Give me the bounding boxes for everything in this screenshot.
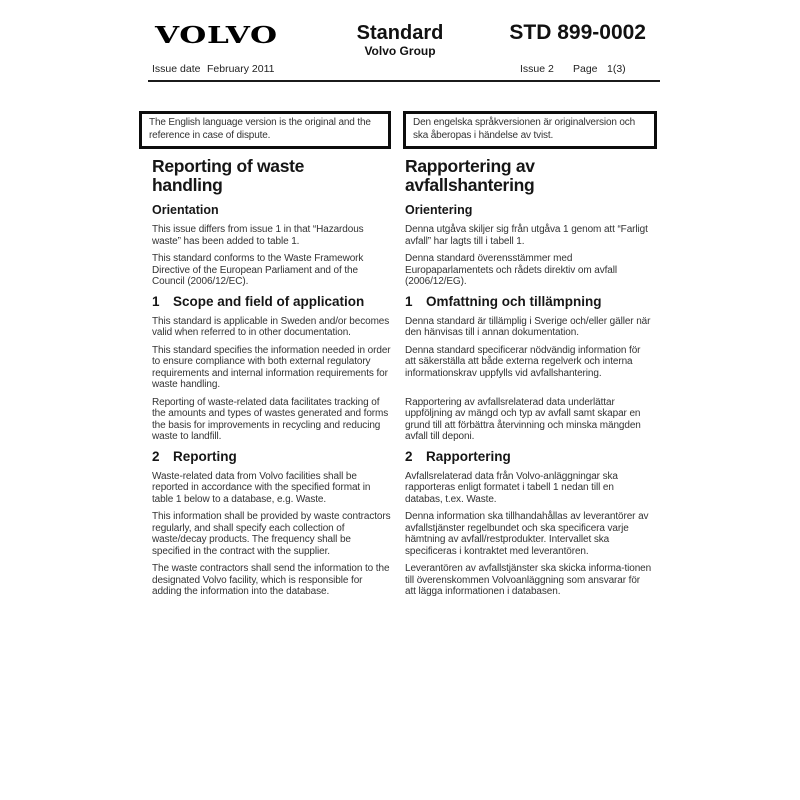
section-heading-text: Rapportering [426,448,511,464]
orientation-heading-row [152,203,653,218]
paragraph-row [152,345,653,391]
paragraph-en: This standard is applicable in Sweden and/or becomes valid when referred to in other documentation. [152,315,390,338]
heading-orientation-en: Orientation [152,203,219,217]
heading-scope-en [152,294,392,310]
paragraph-en: This standard specifies the information needed in order to ensure compliance with both external regulatory requirements and internal information requirements for waste handling. [152,344,391,390]
disclaimer-box-sv: Den engelska språkversionen är originalversion och ska åberopas i händelse av tvist. [403,111,657,149]
paragraph-en: This issue differs from issue 1 in that “Hazardous waste” has been added to table 1. [152,224,364,247]
paragraph-en: Reporting of waste-related data facilitates tracking of the amounts and types of wastes generated and forms the basis for improvements in recycling and reducing waste to landfill. [152,396,389,442]
paragraph-row [152,397,653,443]
paragraph-sv: Avfallsrelaterad data från Volvo-anläggningar ska rapporteras enligt formatet i tabell 1 nedan till en databas, t.ex. Waste. [405,470,618,505]
paragraph-sv: Denna standard specificerar nödvändig information för att säkerställa att både externa regelverk och interna informationskrav uppfylls vid avfallshantering. [405,344,641,379]
issue-number: Issue 2 [520,63,554,75]
paragraph-en: This information shall be provided by waste contractors regularly, and shall specify each collection of waste/decay products. The frequency shall be specified in the contract with the supplier. [152,511,391,557]
paragraph-sv: Rapportering av avfallsrelaterad data underlättar uppföljning av mängd och typ av avfall samt skapar en grund till att förbättra återvinning och minska mängden avfall till deponi. [405,396,641,442]
doc-title-en: Reporting of waste handling [152,156,305,195]
section-1-heading-row [152,294,653,310]
paragraph-en: The waste contractors shall send the information to the designated Volvo facility, which is responsible for adding the information into the database. [152,563,390,597]
paragraph-row [152,224,653,247]
paragraph-sv: Denna standard är tillämplig i Sverige och/eller gäller när den hänvisas till i annan dokumentation. [405,315,651,338]
volvo-logo: VOLVO [155,22,278,49]
heading-scope-sv [405,294,653,310]
heading-reporting-en [152,449,392,465]
section-number: 2 [152,448,160,464]
section-number: 2 [405,448,413,464]
heading-orientation-sv: Orientering [405,203,473,217]
header-divider [148,80,660,82]
section-heading-text: Reporting [173,448,237,464]
page-label: Page [573,63,598,75]
paragraph-row [152,471,653,506]
issue-date-label: Issue date [152,63,201,75]
section-heading-text: Scope and field of application [173,293,365,309]
paragraph-row [152,253,653,288]
paragraph-en: This standard conforms to the Waste Framework Directive of the European Parliament and of the Council (2006/12/EC). [152,253,364,287]
paragraph-row [152,316,653,339]
paragraph-en: Waste-related data from Volvo facilities shall be reported in accordance with the specified format in table 1 below to a database, e.g. Waste. [152,470,371,505]
page-number: 1(3) [607,63,626,75]
section-2-heading-row [152,449,653,465]
org-subtitle: Volvo Group [364,44,436,58]
paragraph-row [152,511,653,557]
section-number: 1 [152,293,160,309]
section-number: 1 [405,293,413,309]
paragraph-sv: Denna information ska tillhandahållas av leverantörer av avfallstjänster regelbundet och ska specificera varje hämtning av avfall/restprodukter. Intervallet ska specificeras i kontraktet med leverantören. [405,511,649,557]
document-title-row [152,157,653,195]
paragraph-sv: Denna utgåva skiljer sig från utgåva 1 genom att “Farligt avfall” har lagts till i tabell 1. [405,224,648,247]
doc-number: STD 899-0002 [509,21,646,44]
doc-title-sv: Rapportering av avfallshantering [405,156,535,195]
paragraph-sv: Leverantören av avfallstjänster ska skicka informa-tionen till överenskommen Volvoanläggning som ansvarar för att lägga informationen i databasen. [405,563,652,597]
disclaimer-row [139,111,657,149]
heading-reporting-sv [405,449,653,465]
disclaimer-box-en: The English language version is the original and the reference in case of dispute. [139,111,391,149]
document-body [152,157,653,604]
section-heading-text: Omfattning och tillämpning [426,293,602,309]
doc-type-title: Standard [356,22,444,44]
paragraph-row [152,563,653,598]
paragraph-sv: Denna standard överensstämmer med Europaparlamentets och rådets direktiv om avfall (2006/12/EG). [405,253,617,287]
issue-date-value: February 2011 [207,63,275,75]
